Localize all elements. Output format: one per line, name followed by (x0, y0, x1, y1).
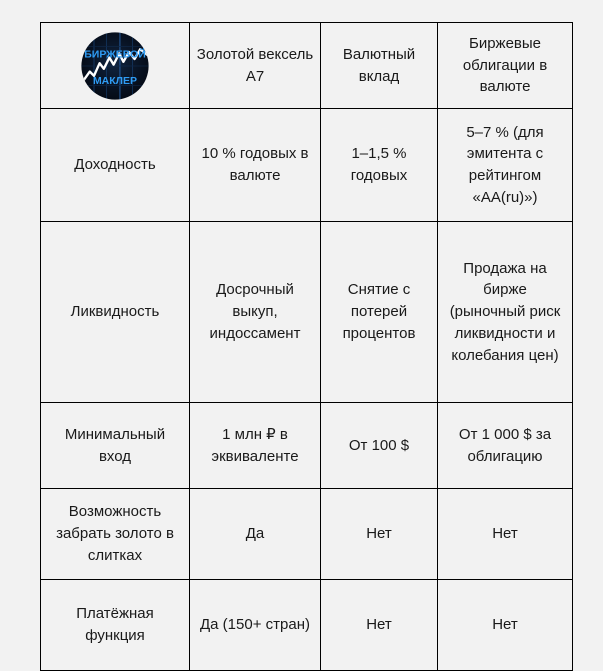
table-row-zabrat-zoloto (41, 489, 573, 580)
table-row-platezhnaya-funkciya (41, 580, 573, 671)
row-label-dohodnost: Доходность (41, 109, 190, 222)
cell-minimalniy-vhod-fx-deposit: От 100 $ (321, 403, 438, 489)
cell-zabrat-zoloto-gold-bill: Да (190, 489, 321, 580)
table-row-dohodnost (41, 109, 573, 222)
row-label-zabrat-zoloto: Возможность забрать золото в слитках (41, 489, 190, 580)
logo-text-top: БИРЖЕВОЙ (84, 48, 146, 61)
logo-text-bottom: МАКЛЕР (92, 74, 138, 87)
cell-platezhnaya-funkciya-gold-bill: Да (150+ стран) (190, 580, 321, 671)
cell-platezhnaya-funkciya-fx-bonds: Нет (438, 580, 573, 671)
row-label-likvidnost: Ликвидность (41, 222, 190, 403)
cell-minimalniy-vhod-gold-bill: 1 млн ₽ в эквиваленте (190, 403, 321, 489)
birzhevoy-makler-logo-icon (80, 31, 150, 101)
table-row-likvidnost (41, 222, 573, 403)
cell-zabrat-zoloto-fx-bonds: Нет (438, 489, 573, 580)
table-row-minimalniy-vhod (41, 403, 573, 489)
cell-dohodnost-fx-bonds: 5–7 % (для эмитента с рейтингом «AA(ru)») (438, 109, 573, 222)
cell-likvidnost-fx-deposit: Снятие с потерей процентов (321, 222, 438, 403)
column-header-fx-deposit: Валютный вклад (321, 23, 438, 109)
cell-likvidnost-fx-bonds: Продажа на бирже (рыночный риск ликвидности и колебания цен) (438, 222, 573, 403)
cell-dohodnost-gold-bill: 10 % годовых в валюте (190, 109, 321, 222)
column-header-fx-bonds: Биржевые облигации в валюте (438, 23, 573, 109)
logo-cell (41, 23, 190, 109)
table-header-row (41, 23, 573, 109)
cell-minimalniy-vhod-fx-bonds: От 1 000 $ за облигацию (438, 403, 573, 489)
row-label-platezhnaya-funkciya: Платёжная функция (41, 580, 190, 671)
column-header-gold-bill: Золотой вексель А7 (190, 23, 321, 109)
cell-dohodnost-fx-deposit: 1–1,5 % годовых (321, 109, 438, 222)
row-label-minimalniy-vhod: Минимальный вход (41, 403, 190, 489)
cell-platezhnaya-funkciya-fx-deposit: Нет (321, 580, 438, 671)
comparison-table (40, 22, 573, 671)
cell-likvidnost-gold-bill: Досрочный выкуп, индоссамент (190, 222, 321, 403)
logo-wrapper (47, 27, 183, 104)
cell-zabrat-zoloto-fx-deposit: Нет (321, 489, 438, 580)
